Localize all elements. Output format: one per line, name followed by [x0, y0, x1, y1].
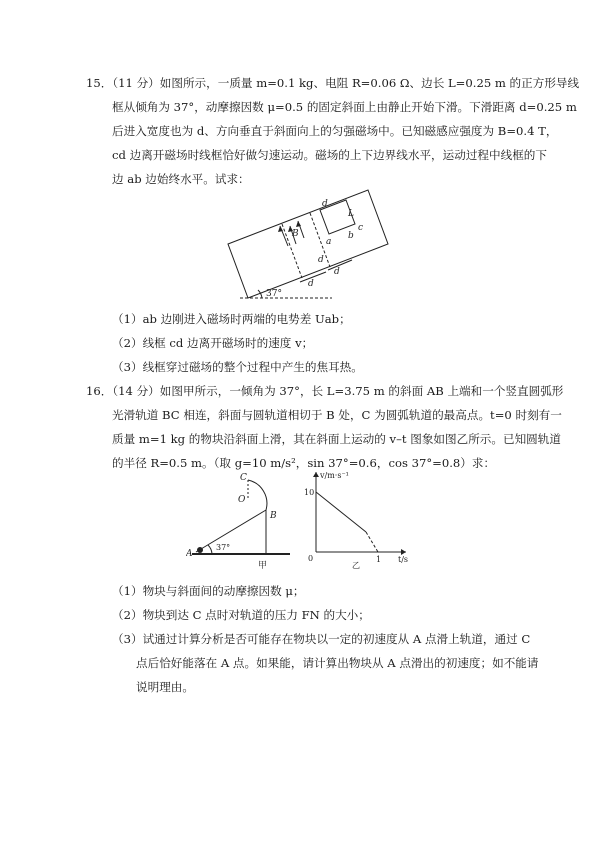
q15-line-5: 边 ab 边始终水平。试求：: [112, 172, 250, 186]
q15-sub-3: （3）线框穿过磁场的整个过程中产生的焦耳热。: [112, 360, 363, 374]
q15-angle-label: 37°: [266, 289, 282, 299]
label-B: B: [270, 511, 277, 521]
jia-angle-label: 37°: [216, 543, 231, 552]
q15-line-1: 15．（11 分）如图所示，一质量 m=0.1 kg、电阻 R=0.06 Ω、边长 L=0.25 m 的正方形导线: [86, 76, 580, 90]
jia-caption: 甲: [258, 561, 268, 570]
jia-angle-arc: [208, 545, 212, 554]
label-O: O: [238, 495, 246, 505]
q15-label-d2: d: [334, 267, 340, 277]
q15-label-a: a: [326, 237, 332, 247]
label-A: A: [186, 549, 193, 559]
vt-line-dashed: [366, 532, 378, 552]
q15-sub-2: （2）线框 cd 边离开磁场时的速度 v；: [112, 336, 314, 350]
q16-line-1: 16．（14 分）如图甲所示，一倾角为 37°，长 L=3.75 m 的斜面 AB 上端和一个竖直圆弧形: [86, 384, 564, 398]
yi-xlabel: t/s: [398, 555, 409, 564]
q16-line-4: 的半径 R=0.5 m。（取 g=10 m/s²，sin 37°=0.6，cos 37°=0.8）求：: [112, 456, 496, 470]
block: [197, 547, 203, 553]
yi-xtick-1: 1: [376, 555, 382, 564]
q15-label-c: c: [358, 223, 364, 233]
q15-label-b: b: [348, 231, 354, 241]
q15-line-4: cd 边离开磁场时线框恰好做匀速运动。磁场的上下边界线水平，运动过程中线框的下: [112, 148, 547, 162]
yi-ytick-10: 10: [304, 488, 315, 497]
q16-sub-1: （1）物块与斜面间的动摩擦因数 μ；: [112, 584, 305, 598]
arc-BC: [248, 480, 267, 510]
yi-origin: 0: [308, 554, 314, 563]
q15-line-2: 框从倾角为 37°，动摩擦因数 μ=0.5 的固定斜面上由静止开始下滑。下滑距离 d=0.25 m: [112, 100, 577, 114]
q16-sub-3b: 点后恰好能落在 A 点。如果能，请计算出物块从 A 点滑出的初速度；如不能请: [136, 656, 539, 670]
q15-label-d3: d: [318, 255, 324, 265]
label-C: C: [240, 473, 247, 483]
q16-figure-jia: [186, 470, 296, 570]
q15-label-d1: d: [308, 279, 314, 289]
q16-line-3: 质量 m=1 kg 的物块沿斜面上滑，其在斜面上运动的 v–t 图象如图乙所示。已知圆轨道: [112, 432, 561, 446]
vt-line-solid: [316, 492, 366, 532]
q15-label-B: B: [292, 229, 299, 239]
q15-label-L: L: [348, 209, 354, 219]
q16-sub-3c: 说明理由。: [136, 680, 194, 694]
distance-arrow-d2: [328, 260, 352, 270]
q16-figure-yi: [302, 466, 412, 570]
q16-sub-3a: （3）试通过计算分析是否可能存在物块以一定的初速度从 A 点滑上轨道，通过 C: [112, 632, 531, 646]
yi-ylabel: v/m·s⁻¹: [320, 471, 349, 480]
q16-line-2: 光滑轨道 BC 相连，斜面与圆轨道相切于 B 处，C 为圆弧轨道的最高点。t=0 时刻有一: [112, 408, 562, 422]
q15-figure: [222, 186, 392, 306]
incline-AB: [196, 510, 266, 552]
q15-line-3: 后进入宽度也为 d、方向垂直于斜面向上的匀强磁场中。已知磁感应强度为 B=0.4 T，: [112, 124, 558, 138]
yi-caption: 乙: [352, 561, 360, 570]
q15-sub-1: （1）ab 边刚进入磁场时两端的电势差 Uab；: [112, 312, 351, 326]
q16-sub-2: （2）物块到达 C 点时对轨道的压力 FN 的大小；: [112, 608, 370, 622]
q15-label-dv: d: [322, 199, 328, 209]
